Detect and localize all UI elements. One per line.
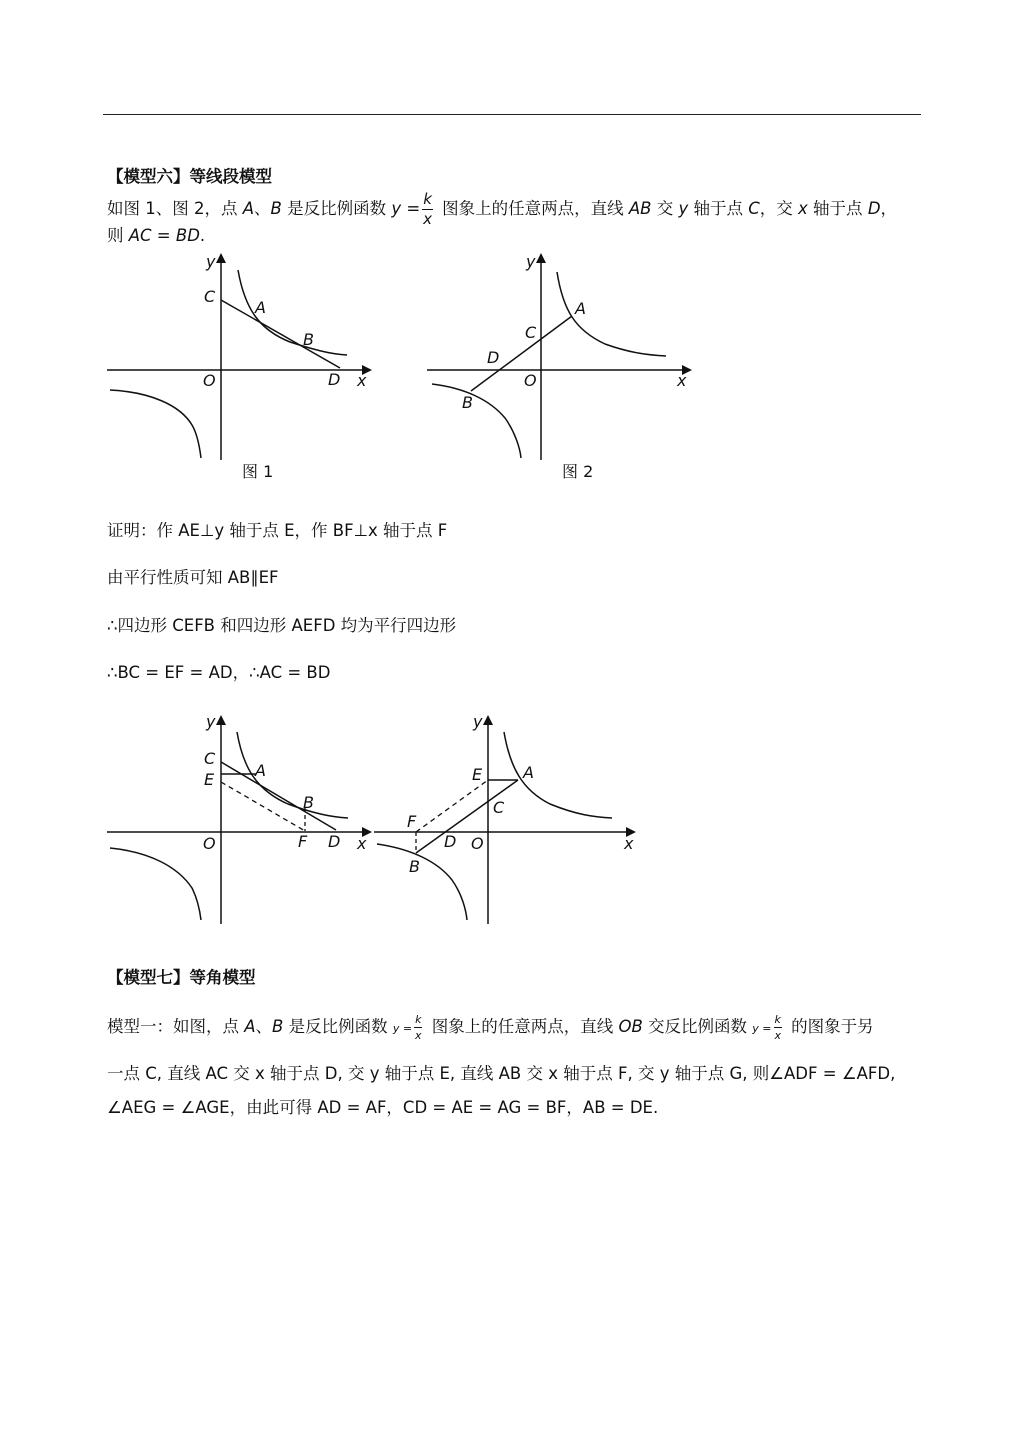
sep: 、: [254, 199, 271, 218]
label-d: D: [328, 832, 341, 851]
section6-title: 【模型六】等线段模型: [107, 167, 272, 186]
s7-text-a: 模型一：如图，点: [107, 1017, 245, 1036]
point-d: D: [867, 199, 881, 218]
label-c: C: [525, 323, 537, 342]
s7-text-e: 的图象于另: [785, 1017, 874, 1036]
label-a: A: [523, 763, 534, 782]
label-y: y: [206, 252, 216, 271]
intro-text-3: 图象上的任意两点，直线: [436, 199, 629, 218]
label-f: F: [407, 812, 417, 831]
label-e: E: [204, 770, 215, 789]
s7-k-over-x: [414, 1014, 422, 1041]
jiao: 交: [651, 199, 679, 218]
point-b: B: [270, 199, 282, 218]
hyperbola-branch-3: [432, 384, 521, 458]
proof-line-3: ∴四边形 CEFB 和四边形 AEFD 均为平行四边形: [107, 616, 457, 635]
figure-3: [100, 712, 380, 932]
s7-text-d: 交反比例函数: [642, 1017, 753, 1036]
s7-text-c: 图象上的任意两点，直线: [426, 1017, 619, 1036]
hyperbola-branch-3: [377, 844, 467, 920]
point-c: C: [748, 199, 760, 218]
section7-para-line-1: [107, 1012, 874, 1044]
s7-text-b: 是反比例函数: [283, 1017, 393, 1036]
label-o: O: [471, 834, 484, 853]
conclusion-end: .: [199, 226, 206, 245]
segment-fe-dashed: [416, 780, 488, 832]
s7-sep: 、: [255, 1017, 273, 1036]
line-cd: [221, 300, 340, 368]
label-b: B: [462, 393, 473, 412]
label-d: D: [328, 370, 341, 389]
label-c: C: [204, 287, 216, 306]
label-a: A: [255, 761, 266, 780]
line-cd: [221, 762, 336, 830]
s7-frac-num-2: k: [774, 1013, 781, 1026]
label-c: C: [493, 798, 505, 817]
proof-line-2: 由平行性质可知 AB∥EF: [107, 568, 279, 587]
label-a: A: [255, 298, 266, 317]
s7-k-over-x-2: [774, 1014, 782, 1041]
header-rule: [103, 114, 921, 115]
intro-text-6: 轴于点: [807, 199, 868, 218]
hyperbola-branch-1: [504, 732, 612, 818]
conclusion-equation: AC = BD: [128, 226, 200, 245]
y-axis-ref: y: [678, 199, 689, 218]
proof-line-4: ∴BC = EF = AD，∴AC = BD: [107, 663, 331, 682]
proof-line-1: 证明：作 AE⊥y 轴于点 E，作 BF⊥x 轴于点 F: [107, 521, 448, 540]
section6-intro: [107, 192, 897, 227]
s7-y-equals: y =: [392, 1022, 413, 1035]
s7-frac-den-2: x: [774, 1029, 781, 1042]
s7-point-a: A: [244, 1017, 256, 1036]
label-b: B: [303, 793, 314, 812]
label-b: B: [303, 330, 314, 349]
label-d: D: [487, 348, 500, 367]
intro-text-4: 轴于点: [688, 199, 749, 218]
label-o: O: [524, 371, 537, 390]
line-ab: AB: [628, 199, 652, 218]
figure-1: [100, 250, 380, 490]
section7-para-line-2: 一点 C, 直线 AC 交 x 轴于点 D, 交 y 轴于点 E, 直线 AB 交 x 轴于点 F, 交 y 轴于点 G, 则∠ADF = ∠AFD,: [107, 1064, 896, 1083]
frac-den: x: [423, 210, 432, 228]
k-over-x-fraction: [422, 192, 433, 227]
point-a: A: [242, 199, 255, 218]
y-equals: y =: [391, 199, 421, 218]
intro-text-1: 如图 1、图 2，点: [107, 199, 243, 218]
s7-frac-num: k: [415, 1013, 422, 1026]
end-punct: ，: [880, 199, 898, 218]
s7-line-ob: OB: [618, 1017, 643, 1036]
label-x: x: [624, 834, 634, 853]
label-x: x: [677, 371, 687, 390]
label-o: O: [203, 371, 216, 390]
label-f: F: [298, 832, 308, 851]
hyperbola-branch-3: [110, 848, 201, 920]
label-o: O: [203, 834, 216, 853]
label-y: y: [473, 712, 483, 731]
x-axis-ref: x: [798, 199, 808, 218]
figure-4: [372, 712, 652, 932]
section6-conclusion: [107, 225, 205, 247]
caption-fig2: 图 2: [562, 462, 594, 481]
label-e: E: [472, 765, 483, 784]
intro-text-2: 是反比例函数: [281, 199, 392, 218]
label-b: B: [409, 857, 420, 876]
figure-2: [420, 250, 700, 490]
label-a: A: [575, 299, 586, 318]
hyperbola-branch-3: [110, 390, 201, 458]
label-d: D: [444, 832, 457, 851]
s7-frac-den: x: [415, 1029, 422, 1042]
conclusion-prefix: 则: [107, 226, 129, 245]
caption-fig1: 图 1: [242, 462, 274, 481]
label-y: y: [206, 712, 216, 731]
section7-title: 【模型七】等角模型: [107, 968, 256, 987]
frac-num: k: [423, 190, 432, 208]
label-x: x: [357, 371, 367, 390]
label-c: C: [204, 749, 216, 768]
s7-y-equals-2: y =: [752, 1022, 772, 1035]
segment-ef-dashed: [221, 782, 305, 831]
hyperbola-branch-1: [557, 272, 666, 356]
intro-text-5: ，交: [759, 199, 799, 218]
label-y: y: [526, 252, 536, 271]
s7-point-b: B: [272, 1017, 284, 1036]
label-x: x: [357, 834, 367, 853]
section7-para-line-3: ∠AEG = ∠AGE，由此可得 AD = AF，CD = AE = AG = BF，AB = DE.: [107, 1098, 659, 1117]
